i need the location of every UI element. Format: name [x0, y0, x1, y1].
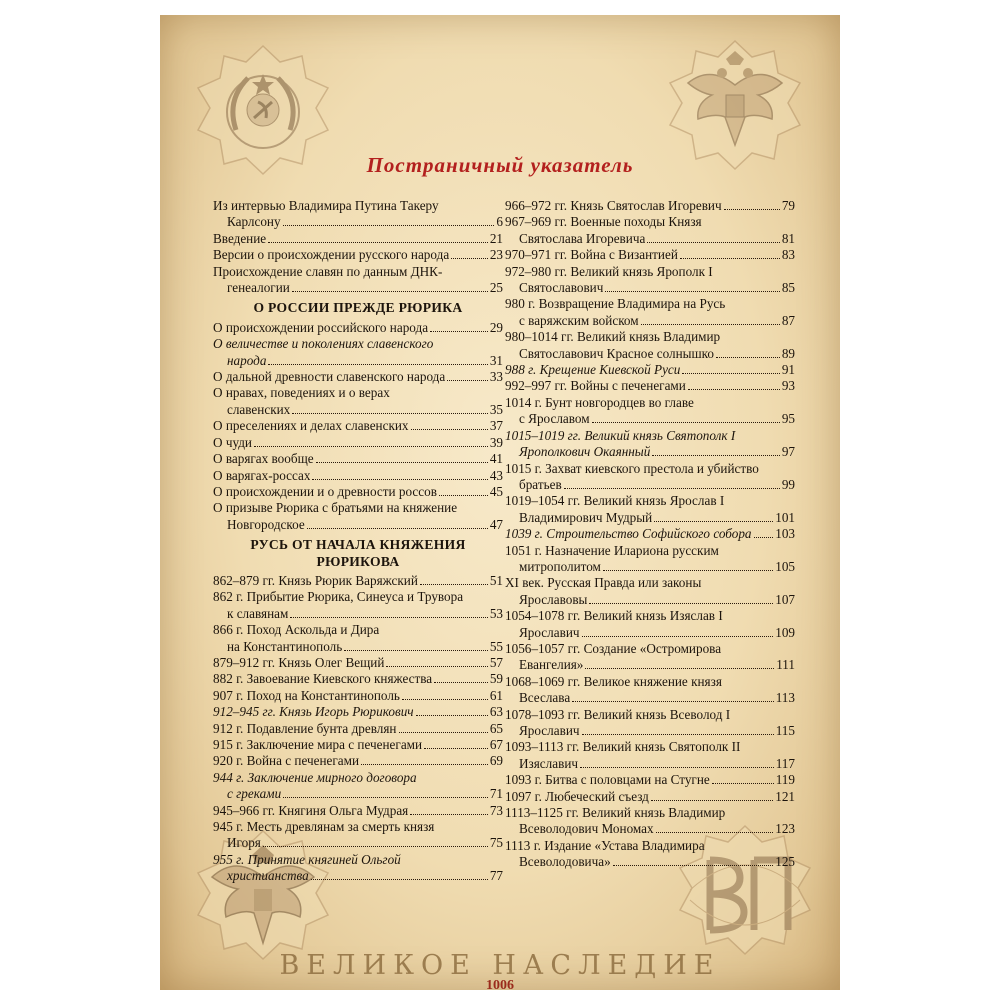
entry-title-end: генеалогии — [227, 280, 290, 296]
entry-page-number: 105 — [775, 558, 795, 574]
entry-title-end: 915 г. Заключение мира с печенегами — [213, 737, 423, 752]
index-entry — [213, 198, 503, 231]
entry-line — [213, 247, 503, 263]
entry-line — [213, 688, 503, 704]
entry-title: 944 г. Заключение мирного договора — [213, 769, 417, 785]
index-entry — [213, 369, 503, 385]
index-entry — [505, 247, 795, 263]
index-entry — [213, 573, 503, 589]
entry-line — [505, 821, 795, 837]
entry-page-number: 87 — [781, 312, 795, 328]
index-entry — [505, 378, 795, 394]
entry-title: 1015–1019 гг. Великий князь Святополк I — [505, 427, 736, 443]
entry-title-end: с греками — [227, 786, 282, 802]
index-entry — [213, 385, 503, 418]
entry-page-number: 103 — [775, 526, 795, 542]
index-entry — [505, 526, 795, 542]
entry-line — [213, 573, 503, 589]
index-entry — [213, 336, 503, 369]
entry-title: 955 г. Принятие княгиней Ольгой — [213, 851, 401, 867]
index-entry — [505, 362, 795, 378]
dot-leader — [451, 258, 488, 259]
dot-leader — [410, 814, 488, 815]
entry-page-number: 25 — [489, 280, 503, 296]
book-title: ВЕЛИКОЕ НАСЛЕДИЕ — [279, 950, 721, 981]
entry-line — [505, 789, 795, 805]
section-heading: О РОССИИ ПРЕЖДЕ РЮРИКА — [253, 300, 463, 316]
entry-page-number: 79 — [781, 198, 795, 213]
index-entry — [213, 418, 503, 434]
index-entry — [505, 805, 795, 838]
entry-line — [505, 313, 795, 329]
entry-line — [213, 369, 503, 385]
dot-leader — [613, 865, 774, 866]
entry-line — [213, 517, 503, 533]
entry-title-end: Версии о происхождении русского народа — [213, 247, 450, 263]
entry-title-end: Игоря — [227, 835, 261, 851]
entry-title-end: О варягах-россах — [213, 467, 311, 483]
entry-title: Происхождение славян по данным ДНК- — [213, 263, 443, 279]
dot-leader — [292, 413, 488, 414]
entry-title-end: 907 г. Поход на Константинополь — [213, 687, 400, 703]
entry-page-number: 59 — [489, 671, 503, 687]
entry-title: 1113–1125 гг. Великий князь Владимир — [505, 805, 726, 821]
entry-title-end: на Константинополь — [227, 638, 343, 654]
entry-title-end: 912 г. Подавление бунта древлян — [213, 720, 397, 736]
index-entry — [213, 803, 503, 819]
dot-leader — [572, 701, 774, 702]
entry-line — [505, 510, 795, 526]
index-entry — [505, 608, 795, 641]
dot-leader — [580, 767, 774, 768]
entry-title-end: О происхождении российского народа — [213, 319, 429, 335]
entry-page-number: 119 — [775, 772, 795, 788]
entry-title-end: 1097 г. Любеческий съезд — [505, 788, 649, 804]
dot-leader — [439, 495, 488, 496]
dot-leader — [447, 380, 488, 381]
entry-title: 980 г. Возвращение Владимира на Русь — [505, 296, 726, 312]
entry-title-end: Святославович Красное солнышко — [519, 345, 714, 361]
entry-title-end: Новгородское — [227, 516, 305, 532]
dot-leader — [680, 258, 780, 259]
entry-page-number: 111 — [776, 657, 795, 673]
entry-line — [505, 362, 795, 378]
dot-leader — [654, 521, 773, 522]
dot-leader — [311, 879, 488, 880]
entry-line — [505, 444, 795, 460]
dot-leader — [399, 732, 488, 733]
entry-line — [505, 592, 795, 608]
page-title: Постраничный указатель — [366, 153, 634, 177]
entry-page-number: 45 — [489, 483, 503, 499]
entry-page-number: 123 — [775, 821, 795, 837]
entry-line — [505, 477, 795, 493]
dot-leader — [716, 357, 780, 358]
entry-title-end: 879–912 гг. Князь Олег Вещий — [213, 654, 385, 670]
dot-leader — [402, 699, 488, 700]
index-entry — [213, 622, 503, 655]
entry-title-end: Всеволодович Мономах — [519, 821, 654, 837]
entry-line — [213, 468, 503, 484]
entry-title-end: Изяславич — [519, 755, 579, 771]
entry-title-end: Всеволодовича» — [519, 854, 611, 870]
entry-line — [505, 625, 795, 641]
entry-title-end: братьев — [519, 476, 562, 492]
entry-line — [505, 723, 795, 739]
entry-line — [213, 737, 503, 753]
dot-leader — [411, 429, 488, 430]
index-entry — [505, 461, 795, 494]
index-entry — [505, 395, 795, 428]
dot-leader — [268, 242, 488, 243]
entry-title-end: О варягах вообще — [213, 451, 314, 467]
index-entry — [213, 247, 503, 263]
entry-page-number: 125 — [775, 854, 795, 870]
entry-page-number: 35 — [489, 401, 503, 417]
entry-page-number: 85 — [781, 280, 795, 296]
entry-title-end: 945–966 гг. Княгиня Ольга Мудрая — [213, 802, 409, 818]
entry-title: 1015 г. Захват киевского престола и убийство — [505, 460, 759, 476]
index-entry — [213, 655, 503, 671]
entry-title: 1014 г. Бунт новгородцев во главе — [505, 394, 694, 410]
index-entry — [505, 264, 795, 297]
index-entry — [505, 198, 795, 214]
entry-title-end: к славянам — [227, 605, 289, 621]
entry-title-end: 912–945 гг. Князь Игорь Рюрикович — [213, 704, 414, 720]
entry-page-number: 39 — [489, 434, 503, 450]
entry-title-end: О чуди — [213, 434, 252, 450]
entry-line — [213, 835, 503, 851]
dot-leader — [386, 666, 487, 667]
entry-page-number: 89 — [781, 345, 795, 361]
dot-leader — [268, 364, 487, 365]
entry-title-end: О дальной древности славенского народа — [213, 369, 446, 385]
entry-title-end: 970–971 гг. Война с Византией — [505, 247, 678, 263]
entry-page-number: 57 — [489, 654, 503, 670]
dot-leader — [312, 479, 487, 480]
entry-line — [505, 756, 795, 772]
dot-leader — [434, 682, 488, 683]
entry-page-number: 63 — [489, 704, 503, 720]
entry-line — [213, 655, 503, 671]
dot-leader — [430, 331, 488, 332]
dot-leader — [307, 528, 488, 529]
entry-title-end: Всеслава — [519, 690, 571, 706]
dot-leader — [592, 422, 780, 423]
entry-line — [505, 280, 795, 296]
dot-leader — [688, 389, 780, 390]
index-entry — [213, 231, 503, 247]
entry-title-end: христианства — [227, 868, 309, 884]
entry-page-number: 91 — [781, 362, 795, 378]
dot-leader — [582, 636, 774, 637]
entry-line — [213, 671, 503, 687]
entry-page-number: 109 — [775, 624, 795, 640]
entry-line — [213, 639, 503, 655]
dot-leader — [652, 455, 779, 456]
entry-page-number: 81 — [781, 230, 795, 246]
entry-page-number: 47 — [489, 516, 503, 532]
dot-leader — [254, 446, 488, 447]
entry-line — [213, 786, 503, 802]
entry-title-end: с варяжским войском — [519, 312, 639, 328]
index-entry — [505, 739, 795, 772]
entry-line — [505, 559, 795, 575]
entry-page-number: 33 — [489, 369, 503, 385]
entry-line — [213, 721, 503, 737]
entry-title-end: 988 г. Крещение Киевской Руси — [505, 362, 681, 378]
entry-page-number: 107 — [775, 591, 795, 607]
entry-title: 1051 г. Назначение Илариона русским — [505, 542, 719, 558]
dot-leader — [361, 764, 488, 765]
index-entry — [505, 707, 795, 740]
entry-line — [213, 231, 503, 247]
index-entry — [213, 484, 503, 500]
index-entry — [213, 819, 503, 852]
entry-page-number: 65 — [489, 720, 503, 736]
entry-line — [505, 411, 795, 427]
entry-title-end: Ярополкович Окаянный — [519, 444, 651, 460]
entry-title-end: 882 г. Завоевание Киевского княжества — [213, 671, 433, 687]
index-entry — [505, 214, 795, 247]
entry-page-number: 21 — [489, 230, 503, 246]
entry-title-end: народа — [227, 352, 267, 368]
entry-title-end: 920 г. Война с печенегами — [213, 753, 360, 769]
index-entry — [213, 320, 503, 336]
entry-title-end: Введение — [213, 230, 267, 246]
index-entry — [213, 737, 503, 753]
entry-page-number: 6 — [496, 214, 503, 230]
entry-page-number: 69 — [489, 753, 503, 769]
entry-line — [213, 753, 503, 769]
entry-title: 1078–1093 гг. Великий князь Всеволод I — [505, 706, 731, 722]
dot-leader — [605, 291, 779, 292]
index-entry — [505, 838, 795, 871]
entry-page-number: 117 — [775, 755, 795, 771]
index-entry — [505, 329, 795, 362]
index-entry — [505, 641, 795, 674]
index-entry — [505, 772, 795, 788]
entry-line — [505, 772, 795, 788]
entry-page-number: 121 — [775, 788, 795, 804]
document-page — [160, 15, 840, 990]
entry-page-number: 29 — [489, 319, 503, 335]
entry-line — [213, 402, 503, 418]
dot-leader — [682, 373, 779, 374]
entry-title: 967–969 гг. Военные походы Князя — [505, 214, 702, 230]
entry-line — [213, 418, 503, 434]
entry-title-end: Святослава Игоревича — [519, 230, 646, 246]
index-entry — [213, 688, 503, 704]
page-number: 1006 — [486, 978, 514, 990]
entry-line — [213, 353, 503, 369]
entry-title-end: 862–879 гг. Князь Рюрик Варяжский — [213, 572, 418, 588]
index-entry — [505, 493, 795, 526]
entry-title-end: О преселениях и делах славенских — [213, 418, 409, 434]
entry-page-number: 55 — [489, 638, 503, 654]
entry-title-end: Ярославич — [519, 624, 580, 640]
entry-page-number: 77 — [489, 868, 503, 884]
entry-page-number: 41 — [489, 451, 503, 467]
entry-title-end: Ярославич — [519, 723, 580, 738]
entry-title-end: 1093 г. Битва с половцами на Стугне — [505, 772, 710, 788]
entry-line — [213, 280, 503, 296]
entry-page-number: 101 — [775, 509, 795, 525]
index-entry — [213, 451, 503, 467]
entry-line — [213, 704, 503, 720]
dot-leader — [712, 783, 774, 784]
entry-title: 1056–1057 гг. Создание «Остромирова — [505, 640, 722, 656]
entry-page-number: 43 — [489, 467, 503, 483]
entry-title-end: митрополитом — [519, 558, 601, 574]
entry-line — [213, 214, 503, 230]
entry-line — [505, 378, 795, 394]
index-entry — [213, 589, 503, 622]
entry-line — [213, 868, 503, 884]
entry-line — [213, 484, 503, 500]
entry-title: 1054–1078 гг. Великий князь Изяслав I — [505, 608, 723, 624]
entry-title: 945 г. Месть древлянам за смерть князя — [213, 819, 435, 835]
entry-page-number: 95 — [781, 411, 795, 427]
dot-leader — [316, 462, 488, 463]
entry-line — [213, 451, 503, 467]
entry-line — [505, 526, 795, 542]
entry-title: XI век. Русская Правда или законы — [505, 575, 702, 591]
entry-title-end: 1039 г. Строительство Софийского собора — [505, 526, 752, 542]
dot-leader — [641, 324, 780, 325]
entry-title: О нравах, поведениях и о верах — [213, 385, 390, 401]
index-entry — [505, 575, 795, 608]
index-entry — [213, 852, 503, 885]
index-entry — [213, 704, 503, 720]
entry-line — [213, 803, 503, 819]
entry-page-number: 67 — [489, 737, 503, 752]
index-entry — [213, 468, 503, 484]
entry-title: 972–980 гг. Великий князь Ярополк I — [505, 263, 713, 279]
dot-leader — [424, 748, 488, 749]
entry-title: 1113 г. Издание «Устава Владимира — [505, 837, 705, 853]
index-entry — [505, 674, 795, 707]
section-heading: РУСЬ ОТ НАЧАЛА КНЯЖЕНИЯ РЮРИКОВА — [250, 537, 466, 569]
dot-leader — [603, 570, 773, 571]
entry-page-number: 51 — [489, 572, 503, 588]
index-entry — [213, 770, 503, 803]
index-entry — [505, 543, 795, 576]
entry-page-number: 71 — [489, 786, 503, 802]
entry-title-end: О происхождении и о древности россов — [213, 483, 437, 499]
entry-line — [213, 320, 503, 336]
index-column-right — [505, 198, 795, 871]
dot-leader — [416, 715, 488, 716]
entry-title-end: Карлсону — [227, 214, 281, 230]
entry-page-number: 31 — [489, 352, 503, 368]
index-entry — [213, 435, 503, 451]
dot-leader — [344, 650, 488, 651]
index-entry — [505, 789, 795, 805]
entry-line — [213, 435, 503, 451]
entry-title-end: Владимирович Мудрый — [519, 509, 653, 525]
entry-line — [505, 231, 795, 247]
index-entry — [505, 296, 795, 329]
dot-leader — [290, 617, 487, 618]
index-entry — [213, 671, 503, 687]
entry-page-number: 115 — [775, 723, 795, 738]
dot-leader — [724, 209, 780, 210]
entry-title-end: 966–972 гг. Князь Святослав Игоревич — [505, 198, 722, 213]
entry-title-end: Евангелия» — [519, 657, 584, 673]
entry-title: 862 г. Прибытие Рюрика, Синеуса и Трувора — [213, 589, 464, 605]
entry-line — [505, 690, 795, 706]
index-entry — [213, 721, 503, 737]
entry-title: 1068–1069 гг. Великое княжение князя — [505, 673, 722, 689]
entry-title: 866 г. Поход Аскольда и Дира — [213, 622, 380, 638]
dot-leader — [651, 800, 773, 801]
entry-title: 1019–1054 гг. Великий князь Ярослав I — [505, 493, 725, 509]
dot-leader — [564, 488, 780, 489]
entry-page-number: 23 — [489, 247, 503, 263]
entry-line — [505, 854, 795, 870]
dot-leader — [582, 734, 774, 735]
entry-page-number: 37 — [489, 418, 503, 434]
index-entry — [213, 264, 503, 297]
index-column-left — [213, 198, 503, 885]
entry-title-end: с Ярославом — [519, 411, 590, 427]
dot-leader — [585, 668, 774, 669]
dot-leader — [589, 603, 773, 604]
entry-page-number: 53 — [489, 605, 503, 621]
dot-leader — [656, 832, 774, 833]
dot-leader — [283, 797, 488, 798]
entry-title-end: 992–997 гг. Войны с печенегами — [505, 378, 686, 394]
entry-line — [505, 346, 795, 362]
entry-title: 980–1014 гг. Великий князь Владимир — [505, 329, 721, 345]
entry-page-number: 83 — [781, 247, 795, 263]
index-entry — [213, 500, 503, 533]
dot-leader — [647, 242, 779, 243]
dot-leader — [754, 537, 774, 538]
dot-leader — [292, 291, 488, 292]
index-entry — [213, 753, 503, 769]
entry-page-number: 113 — [775, 690, 795, 706]
entry-title: О призыве Рюрика с братьями на княжение — [213, 500, 458, 516]
index-entry — [505, 428, 795, 461]
entry-line — [505, 198, 795, 214]
entry-page-number: 75 — [489, 835, 503, 851]
entry-line — [505, 247, 795, 263]
entry-page-number: 99 — [781, 476, 795, 492]
entry-page-number: 97 — [781, 444, 795, 460]
entry-page-number: 93 — [781, 378, 795, 394]
entry-line — [505, 657, 795, 673]
entry-title: Из интервью Владимира Путина Такеру — [213, 198, 439, 213]
entry-title-end: Ярославовы — [519, 591, 588, 607]
entry-title: 1093–1113 гг. Великий князь Святополк II — [505, 739, 741, 755]
dot-leader — [283, 225, 495, 226]
dot-leader — [263, 846, 488, 847]
entry-title-end: Святославович — [519, 280, 604, 296]
dot-leader — [420, 584, 488, 585]
entry-title-end: славенских — [227, 401, 291, 417]
entry-page-number: 61 — [489, 687, 503, 703]
entry-line — [213, 606, 503, 622]
entry-page-number: 73 — [489, 802, 503, 818]
entry-title: О величестве и поколениях славенского — [213, 336, 434, 352]
